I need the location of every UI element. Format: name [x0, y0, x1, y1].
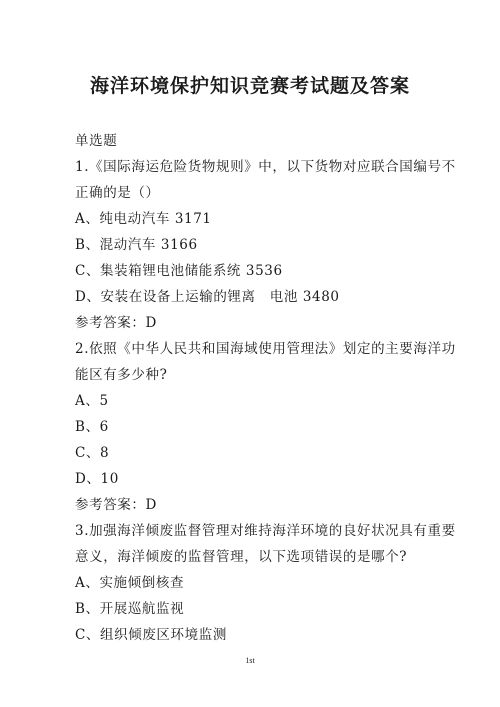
question-1-stem-line-1: 1.《国际海运危险货物规则》中，以下货物对应联合国编号不 [75, 159, 456, 175]
question-1-option-a: A、纯电动汽车 3171 [75, 211, 212, 227]
question-1-stem-line-2: 正确的是（） [75, 185, 160, 201]
question-3-option-b: B、开展巡航监视 [75, 601, 185, 617]
question-2-stem-line-2: 能区有多少种? [75, 367, 168, 383]
question-2-option-a: A、5 [75, 393, 109, 409]
document-title: 海洋环境保护知识竞赛考试题及答案 [89, 75, 410, 97]
page-number: 1st [245, 656, 255, 665]
question-2-option-b: B、6 [75, 419, 109, 435]
question-2-option-d: D、10 [75, 471, 119, 487]
question-2-option-c: C、8 [75, 445, 110, 461]
question-1-option-b: B、混动汽车 3166 [75, 237, 198, 253]
question-1-answer: 参考答案：D [75, 315, 157, 331]
section-heading: 单选题 [75, 133, 118, 149]
question-2-answer: 参考答案：D [75, 497, 157, 513]
question-1-option-c: C、集装箱锂电池储能系统 3536 [75, 263, 283, 279]
question-3-option-a: A、实施倾倒核查 [75, 575, 185, 591]
question-3-stem-line-2: 意义，海洋倾废的监督管理，以下选项错误的是哪个? [75, 549, 408, 565]
question-2-stem-line-1: 2.依照《中华人民共和国海域使用管理法》划定的主要海洋功 [75, 341, 456, 357]
question-3-stem-line-1: 3.加强海洋倾废监督管理对维持海洋环境的良好状况具有重要 [75, 523, 456, 539]
question-3-option-c: C、组织倾废区环境监测 [75, 627, 227, 643]
question-1-option-d: D、安装在设备上运输的锂离 电池 3480 [75, 289, 340, 305]
